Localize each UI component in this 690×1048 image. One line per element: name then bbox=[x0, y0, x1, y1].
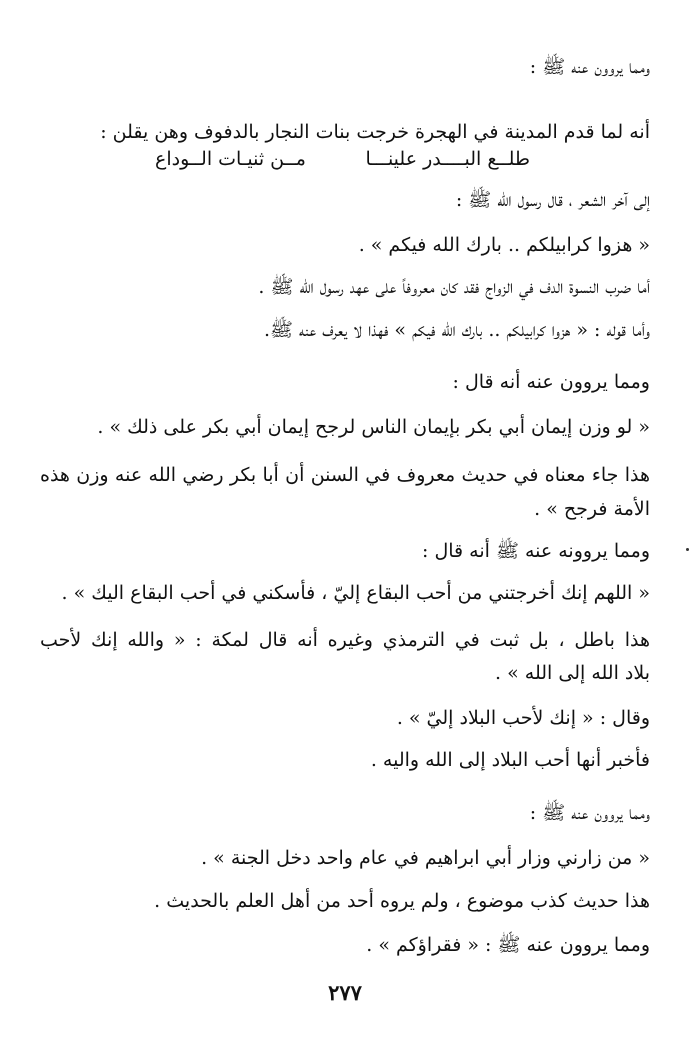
text-line: ومما يروونه عنه ﷺ أنه قال : bbox=[422, 540, 650, 562]
text-line: هذا جاء معناه في حديث معروف في السنن أن أبا بكر رضي الله عنه وزن هذه bbox=[40, 464, 650, 486]
text-line: ومما يروون عنه ﷺ : bbox=[529, 56, 650, 78]
poem-verse bbox=[40, 144, 650, 174]
margin-dot bbox=[686, 548, 689, 551]
text-line: الأمة فرجح » . bbox=[534, 498, 650, 520]
poem-first-hemistich: طلــع البــــدر علينـــا bbox=[365, 148, 530, 170]
poem-second-hemistich: مــن ثنيـات الــوداع bbox=[155, 148, 306, 170]
text-line: هذا باطل ، بل ثبت في الترمذي وغيره أنه قال لمكة : « والله إنك لأحب bbox=[40, 629, 650, 651]
text-line: فأخبر أنها أحب البلاد إلى الله واليه . bbox=[370, 749, 650, 771]
text-line: أما ضرب النسوة الدف في الزواج فقد كان معروفاً على عهد رسول الله ﷺ . bbox=[258, 276, 650, 298]
text-line: وأما قوله : « هزوا كرابيلكم .. بارك الله فيكم » فهذا لا يعرف عنه ﷺ. bbox=[264, 319, 650, 341]
page-number: ٢٧٧ bbox=[328, 980, 362, 1005]
page-body bbox=[40, 40, 650, 1008]
text-line: ومما يروون عنه ﷺ : bbox=[529, 802, 650, 824]
text-line: أنه لما قدم المدينة في الهجرة خرجت بنات النجار بالدفوف وهن يقلن : bbox=[100, 121, 650, 143]
text-line: بلاد الله إلى الله » . bbox=[495, 662, 650, 684]
text-line: إلى آخر الشعر ، قال رسول الله ﷺ : bbox=[455, 189, 650, 211]
text-line: هذا حديث كذب موضوع ، ولم يروه أحد من أهل العلم بالحديث . bbox=[154, 890, 650, 912]
text-line: « من زارني وزار أبي ابراهيم في عام واحد دخل الجنة » . bbox=[201, 847, 650, 869]
text-line: « اللهم إنك أخرجتني من أحب البقاع إليّ ، فأسكني في أحب البقاع اليك » . bbox=[61, 582, 650, 604]
text-line: ومما يروون عنه ﷺ : « فقراؤكم » . bbox=[366, 934, 650, 956]
text-line: وقال : « إنك لأحب البلاد إليّ » . bbox=[396, 707, 650, 729]
text-line: « لو وزن إيمان أبي بكر بإيمان الناس لرجح إيمان أبي بكر على ذلك » . bbox=[97, 416, 650, 438]
text-line: ومما يروون عنه أنه قال : bbox=[452, 371, 650, 393]
text-line: « هزوا كرابيلكم .. بارك الله فيكم » . bbox=[358, 234, 650, 256]
